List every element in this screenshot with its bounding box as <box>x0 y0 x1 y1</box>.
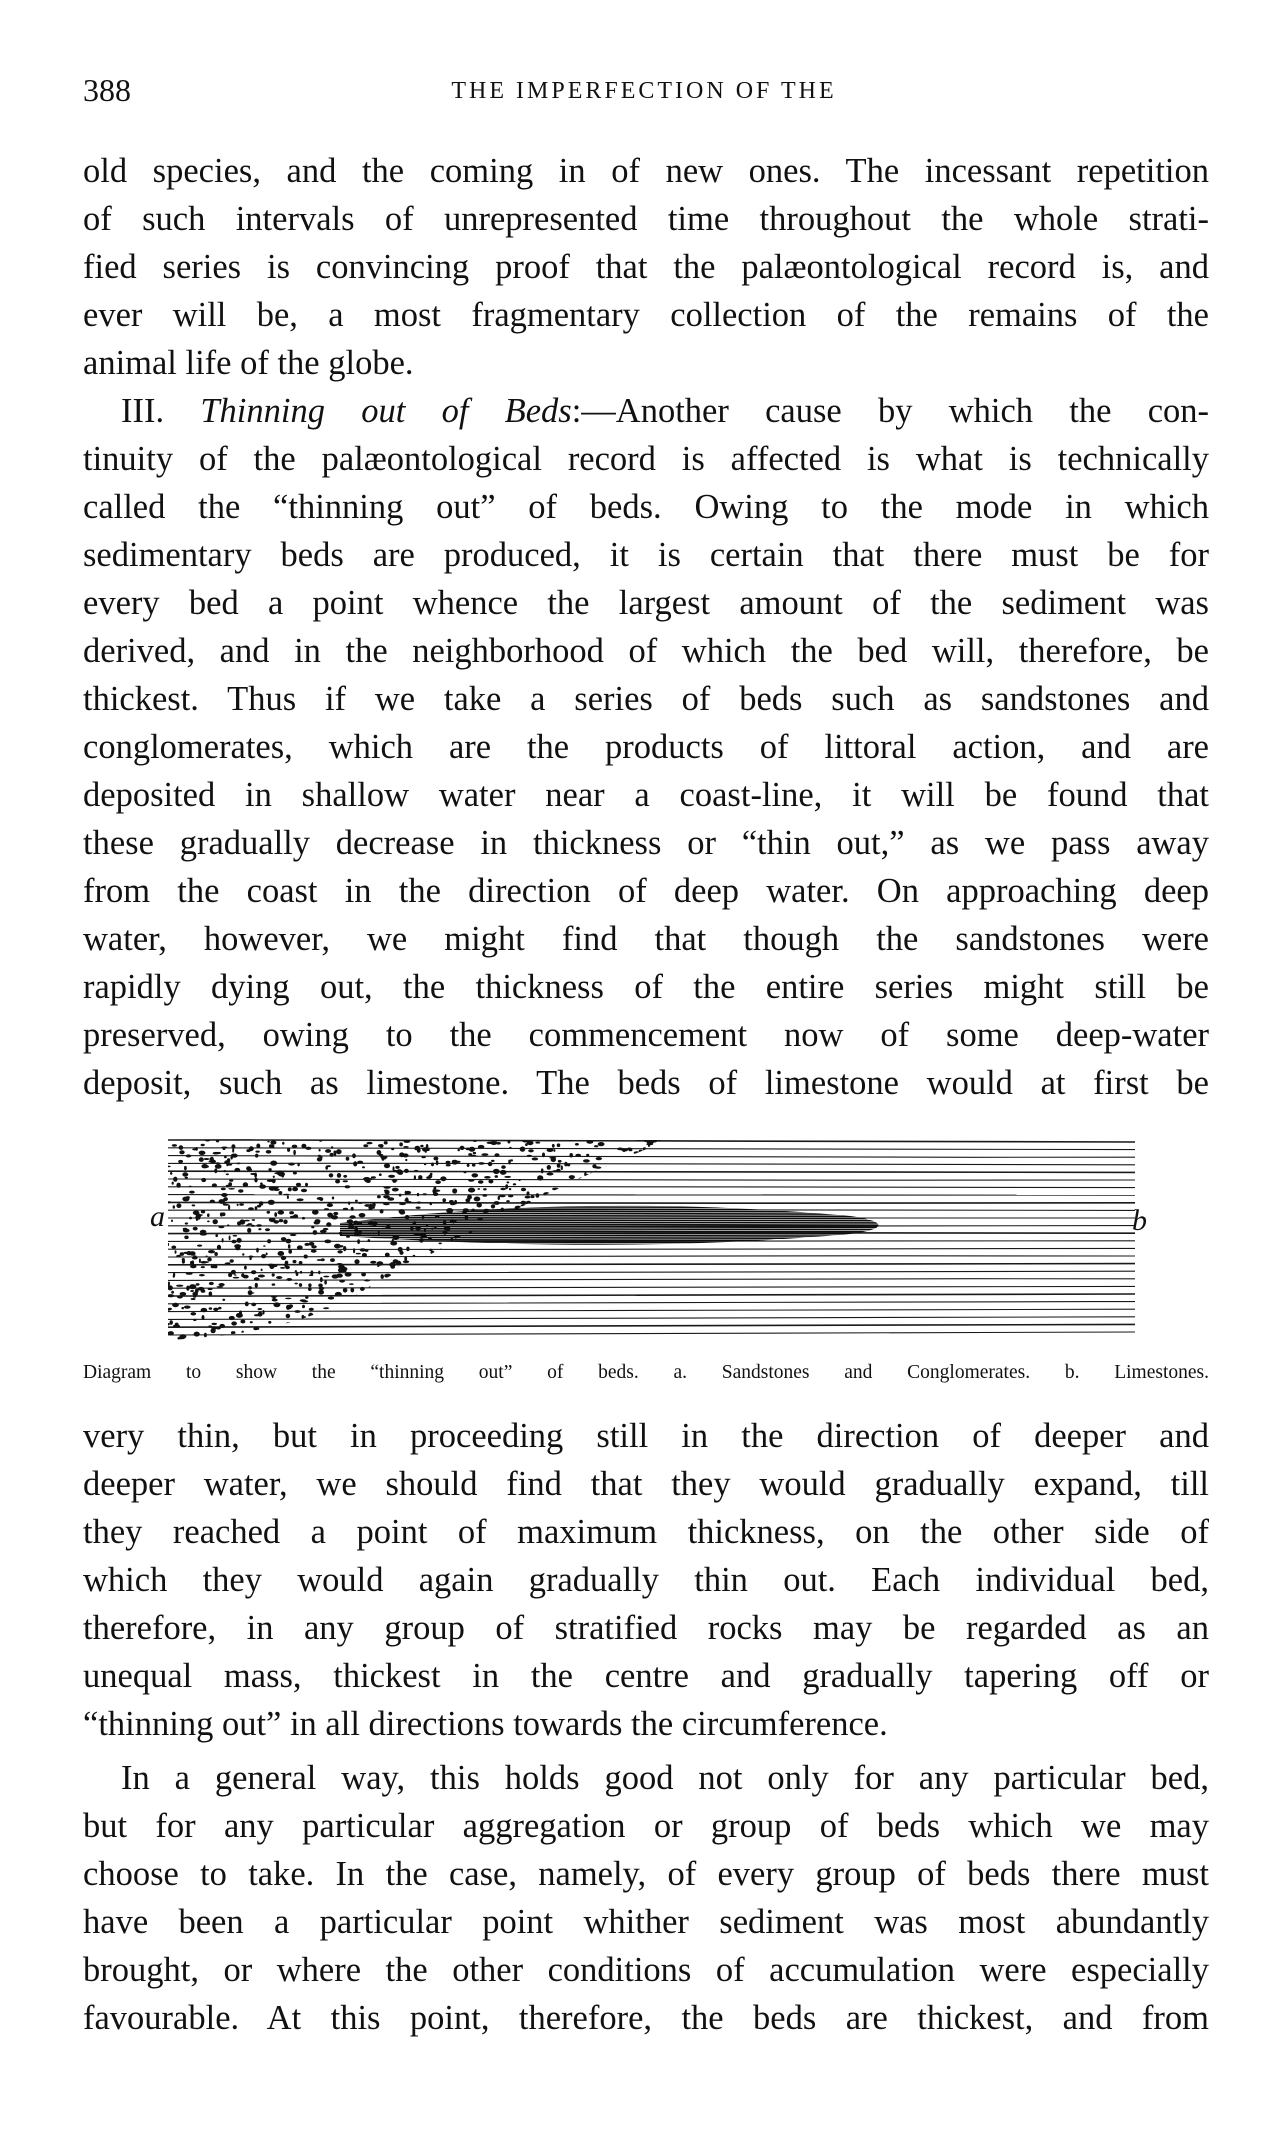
text-line: unequal mass, thickest in the centre and gradually tapering off or <box>83 1657 1209 1695</box>
text-line: derived, and in the neighborhood of which the bed will, therefore, be <box>83 632 1209 670</box>
text-line: preserved, owing to the commencement now of some deep-water <box>83 1016 1209 1054</box>
label-b: b <box>1132 1204 1147 1237</box>
text-line: they reached a point of maximum thickness, on the other side of <box>83 1513 1209 1551</box>
paragraph-general-way <box>83 1754 1209 2042</box>
text-line: water, however, we might find that though the sandstones were <box>83 920 1209 958</box>
text-line: fied series is convincing proof that the palæontological record is, and <box>83 248 1209 286</box>
text-line: called the “thinning out” of beds. Owing to the mode in which <box>83 488 1209 526</box>
text-line: but for any particular aggregation or group of beds which we may <box>83 1807 1209 1845</box>
paragraph-expansion <box>83 1412 1209 1748</box>
text-line: deeper water, we should find that they would gradually expand, till <box>83 1465 1209 1503</box>
paragraph-continuation <box>83 147 1209 387</box>
text-line: In a general way, this holds good not only for any particular bed, <box>121 1759 1209 1797</box>
text-line: rapidly dying out, the thickness of the entire series might still be <box>83 968 1209 1006</box>
text-line: thickest. Thus if we take a series of beds such as sandstones and <box>83 680 1209 718</box>
text-line: deposit, such as limestone. The beds of limestone would at first be <box>83 1064 1209 1102</box>
text-line: very thin, but in proceeding still in the direction of deeper and <box>83 1417 1209 1455</box>
text-line: tinuity of the palæontological record is affected is what is technically <box>83 440 1209 478</box>
text-line: brought, or where the other conditions of accumulation were especially <box>83 1951 1209 1989</box>
page-number: 388 <box>83 72 131 108</box>
text-line: these gradually decrease in thickness or “thin out,” as we pass away <box>83 824 1209 862</box>
page-header <box>83 72 1205 112</box>
label-a: a <box>150 1200 165 1233</box>
text-line: of such intervals of unrepresented time throughout the whole strati- <box>83 200 1209 238</box>
text-line: every bed a point whence the largest amount of the sediment was <box>83 584 1209 622</box>
text-line: ever will be, a most fragmentary collection of the remains of the <box>83 296 1209 334</box>
text-line: “thinning out” in all directions towards the circumference. <box>83 1705 888 1743</box>
text-line: conglomerates, which are the products of littoral action, and are <box>83 728 1209 766</box>
strata-diagram <box>150 1128 1150 1348</box>
section-number: III. <box>121 392 165 430</box>
strata-illustration <box>150 1128 1150 1348</box>
text-line: which they would again gradually thin out. Each individual bed, <box>83 1561 1209 1599</box>
text-line: deposited in shallow water near a coast-line, it will be found that <box>83 776 1209 814</box>
text-line: from the coast in the direction of deep water. On approaching deep <box>83 872 1209 910</box>
text-line: have been a particular point whither sediment was most abundantly <box>83 1903 1209 1941</box>
section-first-line <box>83 387 1209 435</box>
text-line: old species, and the coming in of new ones. The incessant repetition <box>83 152 1209 190</box>
text-line: favourable. At this point, therefore, the beds are thickest, and from <box>83 1999 1209 2037</box>
running-head: THE IMPERFECTION OF THE <box>451 78 837 104</box>
section-heading: Thinning out of Beds <box>200 392 572 430</box>
text-fragment: :—Another cause by which the con- <box>571 392 1209 430</box>
text-line: therefore, in any group of stratified rocks may be regarded as an <box>83 1609 1209 1647</box>
text-line: sedimentary beds are produced, it is certain that there must be for <box>83 536 1209 574</box>
text-line: animal life of the globe. <box>83 344 414 382</box>
text-line: choose to take. In the case, namely, of every group of beds there must <box>83 1855 1209 1893</box>
figure-caption: Diagram to show the “thinning out” of beds. a. Sandstones and Conglomerates. b. Limestones. <box>83 1362 1209 1383</box>
paragraph-thinning-out <box>83 387 1209 1107</box>
